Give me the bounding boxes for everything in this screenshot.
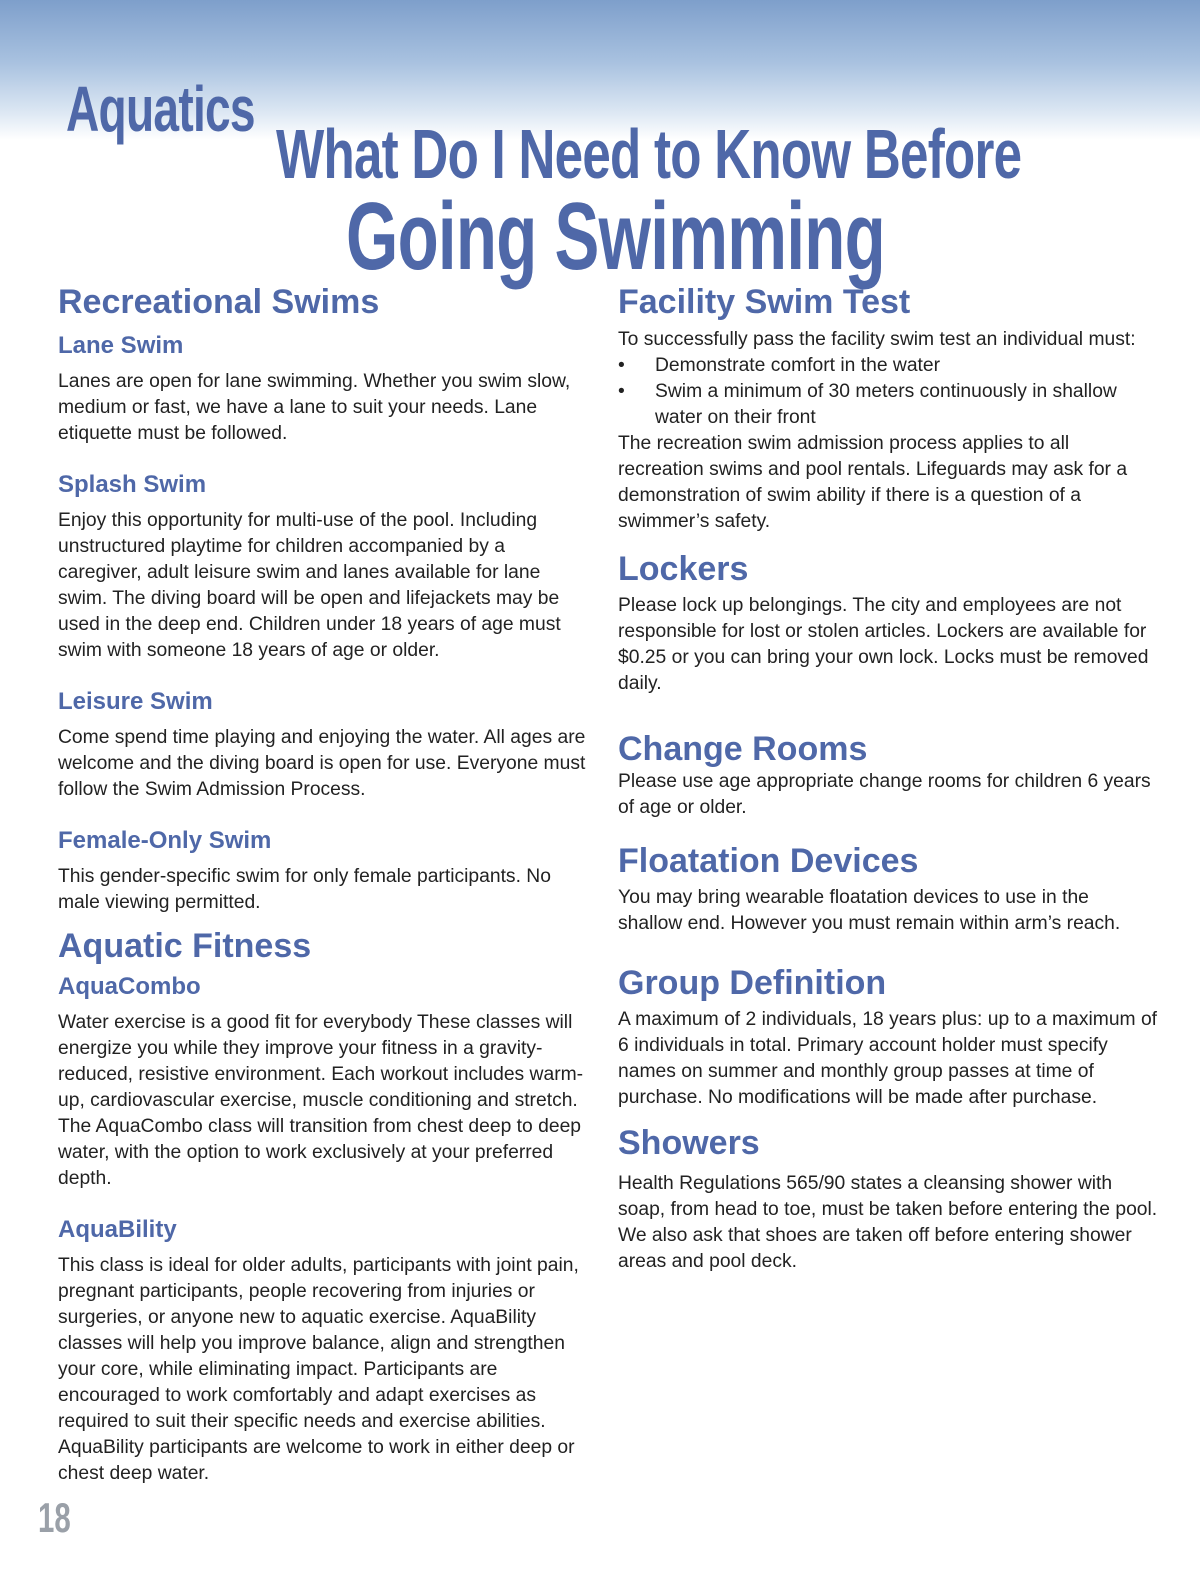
change-rooms-heading: Change Rooms [618,730,868,768]
lockers-heading: Lockers [618,550,749,588]
page-title-line2: Going Swimming [346,183,885,290]
bullet-icon: • [618,381,625,402]
page-title-line1: What Do I Need to Know Before [276,115,1022,193]
aquacombo-title: AquaCombo [58,973,201,1000]
group-definition-text: A maximum of 2 individuals, 18 years plus: up to a maximum of 6 individuals in total. Primary account holder must specify names on summer and monthly group passes at time of purchase. No modifications will be made after purchase. [618,1009,1158,1108]
aquability-text: This class is ideal for older adults, participants with joint pain, pregnant participants, people recovering from injuries or surgeries, or anyone new to aquatic exercise. AquaBility classes will help you improve balance, align and strengthen your core, while eliminating impact. Participants are encouraged to work comfortably and adapt exercises as required to suit their specific needs and exercise abilities. AquaBility participants are welcome to work in either deep or chest deep water. [58,1255,579,1484]
female-only-swim-title: Female-Only Swim [58,827,272,854]
left-column [58,282,588,1487]
facility-swim-test-intro: To successfully pass the facility swim test an individual must: [618,329,1136,350]
list-item-text: Demonstrate comfort in the water [655,355,941,376]
aquability-title: AquaBility [58,1216,177,1243]
facility-swim-test-list [618,353,1158,431]
lane-swim-title: Lane Swim [58,332,184,359]
leisure-swim-title: Leisure Swim [58,688,213,715]
aquacombo-text: Water exercise is a good fit for everybody These classes will energize you while they improve your fitness in a gravity-reduced, resistive environment. Each workout includes warm-up, cardiovascular exercise, muscle conditioning and stretch. The AquaCombo class will transition from chest deep to deep water, with the option to work exclusively at your preferred depth. [58,1012,584,1189]
showers-text: Health Regulations 565/90 states a cleansing shower with soap, from head to toe, must be taken before entering the pool. We also ask that shoes are taken off before entering shower areas and pool deck. [618,1173,1158,1272]
facility-swim-test-text: The recreation swim admission process applies to all recreation swims and pool rentals. Lifeguards may ask for a demonstration of swim ability if there is a question of a swimmer’s safety. [618,433,1128,532]
aquatic-fitness-heading: Aquatic Fitness [58,927,312,965]
leisure-swim-text: Come spend time playing and enjoying the water. All ages are welcome and the diving board is open for use. Everyone must follow the Swim Admission Process. [58,727,586,800]
splash-swim-text: Enjoy this opportunity for multi-use of the pool. Including unstructured playtime for children accompanied by a caregiver, adult leisure swim and lanes available for lane swim. The diving board will be open and lifejackets may be used in the deep end. Children under 18 years of age must swim with someone 18 years of age or older. [58,510,561,661]
floatation-devices-heading: Floatation Devices [618,842,919,880]
list-item-text: Swim a minimum of 30 meters continuously in shallow water on their front [655,381,1117,428]
list-item [618,379,1158,431]
lockers-text: Please lock up belongings. The city and employees are not responsible for lost or stolen articles. Lockers are available for $0.25 or you can bring your own lock. Locks must be removed daily. [618,595,1149,694]
list-item [618,353,1158,379]
showers-heading: Showers [618,1124,760,1162]
floatation-devices-text: You may bring wearable floatation devices to use in the shallow end. However you must remain within arm’s reach. [618,887,1121,934]
facility-swim-test-heading: Facility Swim Test [618,283,911,321]
section-label: Aquatics [66,73,255,145]
splash-swim-title: Splash Swim [58,471,207,498]
change-rooms-text: Please use age appropriate change rooms for children 6 years of age or older. [618,771,1151,818]
lane-swim-text: Lanes are open for lane swimming. Whether you swim slow, medium or fast, we have a lane to suit your needs. Lane etiquette must be followed. [58,371,571,444]
right-column [618,282,1158,1275]
recreational-swims-heading: Recreational Swims [58,283,380,321]
group-definition-heading: Group Definition [618,964,887,1002]
bullet-icon: • [618,355,625,376]
female-only-swim-text: This gender-specific swim for only female participants. No male viewing permitted. [58,866,551,913]
page-number: 18 [38,1494,71,1541]
